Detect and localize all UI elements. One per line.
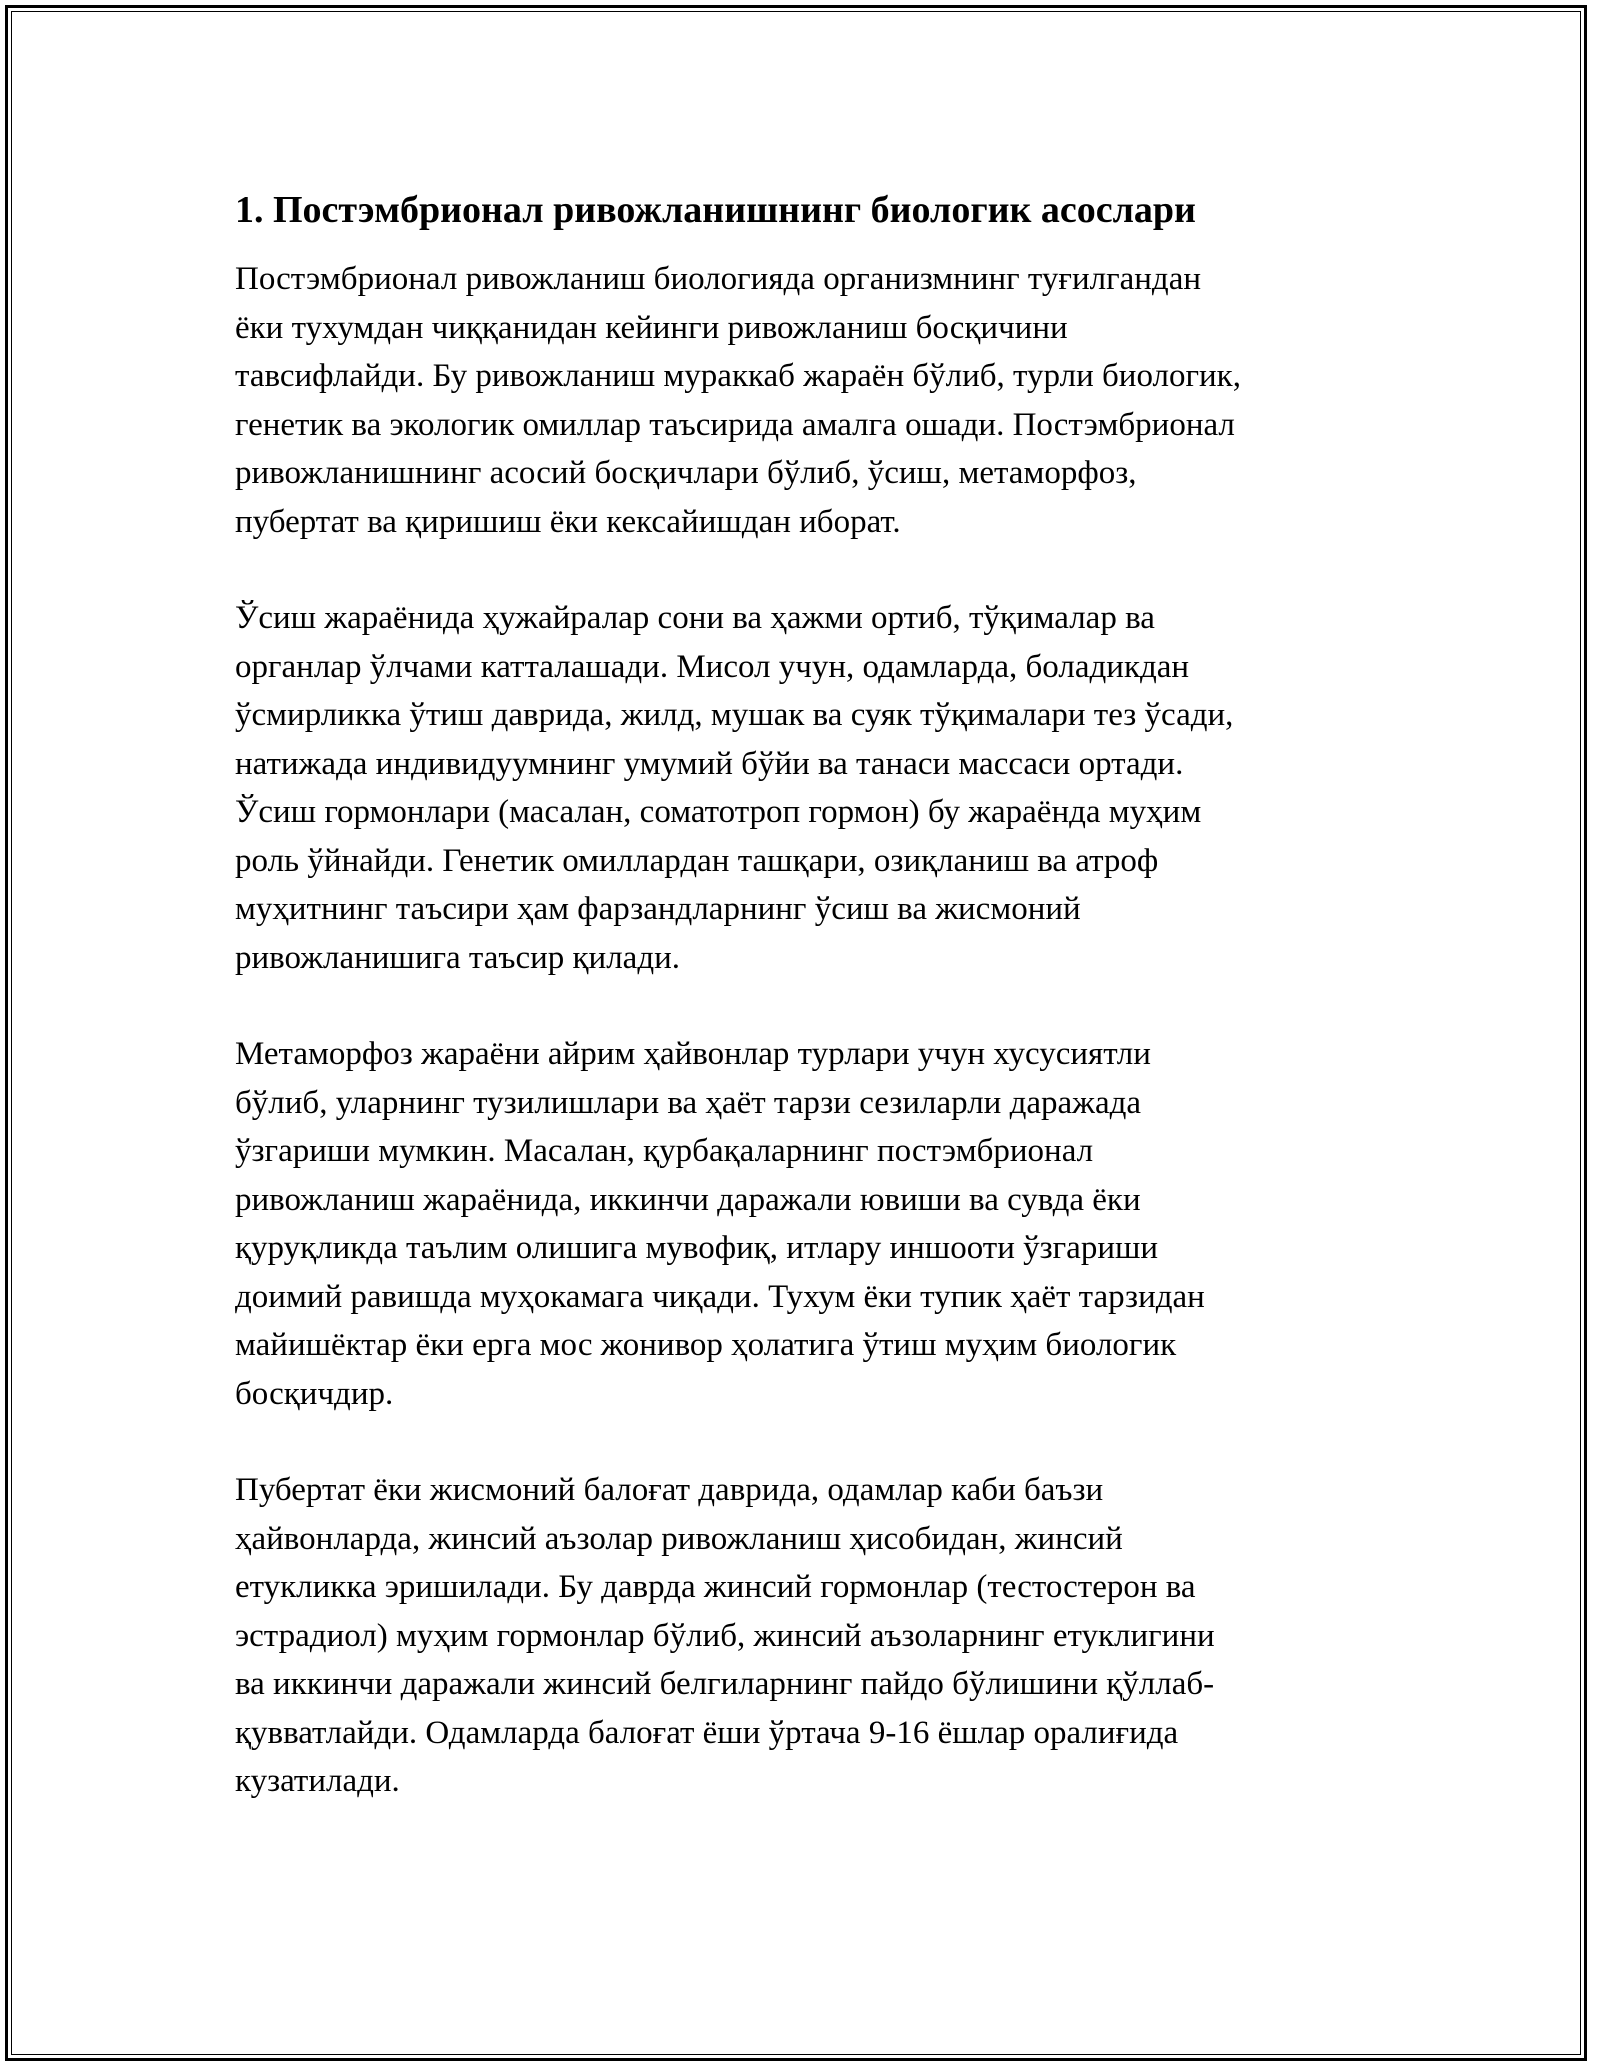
paragraph-line: ўзгариши мумкин. Масалан, қурбақаларнинг постэмбрионал — [235, 1133, 1094, 1169]
paragraph-line: кузатилади. — [235, 1763, 400, 1799]
paragraph-line: генетик ва экологик омиллар таъсирида амалга ошади. Постэмбрионал — [235, 406, 1235, 443]
paragraph-line: майишёктар ёки ерга мос жонивор ҳолатига ўтиш муҳим биологик — [235, 1327, 1177, 1363]
paragraph-line: органлар ўлчами катталашади. Мисол учун, одамларда, боладикдан — [235, 648, 1190, 685]
paragraph-line: қуруқликда таълим олишига мувофиқ, итлару иншооти ўзгариши — [235, 1230, 1159, 1266]
paragraph-line: роль ўйнайди. Генетик омиллардан ташқари, озиқланиш ва атроф — [235, 842, 1159, 879]
paragraph-line: Постэмбрионал ривожланиш биологияда организмнинг туғилгандан — [235, 261, 1202, 297]
paragraph-line: етукликка эришилади. Бу даврда жинсий гормонлар (тестостерон ва — [235, 1569, 1196, 1605]
paragraph-line: Пубертат ёки жисмоний балоғат даврида, одамлар каби баъзи — [235, 1472, 1104, 1508]
paragraph-line: эстрадиол) муҳим гормонлар бўлиб, жинсий аъзоларнинг етуклигини — [235, 1617, 1215, 1654]
paragraph-line: пубертат ва қиришиш ёки кексайишдан иборат. — [235, 503, 901, 540]
paragraph-line: ривожланишнинг асосий босқичлари бўлиб, ўсиш, метаморфоз, — [235, 455, 1137, 491]
paragraph-metamorphosis — [235, 1030, 1385, 1418]
paragraph-line: ёки тухумдан чиққанидан кейинги ривожланиш босқичини — [235, 309, 1068, 346]
paragraph-intro — [235, 255, 1385, 546]
paragraph-line: натижада индивидуумнинг умумий бўйи ва танаси массаси ортади. — [235, 745, 1184, 782]
paragraph-growth — [235, 594, 1385, 982]
paragraph-line: ўсмирликка ўтиш даврида, жилд, мушак ва суяк тўқималари тез ўсади, — [235, 697, 1234, 733]
paragraph-line: тавсифлайди. Бу ривожланиш мураккаб жараён бўлиб, турли биологик, — [235, 358, 1241, 394]
paragraph-line: Ўсиш гормонлари (масалан, соматотроп гормон) бу жараёнда муҳим — [235, 794, 1202, 830]
paragraph-line: муҳитнинг таъсири ҳам фарзандларнинг ўсиш ва жисмоний — [235, 891, 1081, 927]
paragraph-line: доимий равишда муҳокамага чиқади. Тухум ёки тупик ҳаёт тарзидан — [235, 1278, 1205, 1315]
section-heading: 1. Постэмбрионал ривожланишнинг биологик асослари — [235, 189, 1196, 231]
paragraph-line: бўлиб, уларнинг тузилишлари ва ҳаёт тарзи сезиларли даражада — [235, 1084, 1142, 1121]
document-body — [235, 185, 1385, 1854]
paragraph-line: Метаморфоз жараёни айрим ҳайвонлар турлари учун хусусиятли — [235, 1036, 1151, 1072]
paragraph-line: босқичдир. — [235, 1375, 394, 1412]
paragraph-puberty — [235, 1466, 1385, 1806]
paragraph-line: ҳайвонларда, жинсий аъзолар ривожланиш ҳисобидан, жинсий — [235, 1520, 1123, 1557]
paragraph-line: ривожланишига таъсир қилади. — [235, 939, 681, 976]
paragraph-line: ривожланиш жараёнида, иккинчи даражали ювиши ва сувда ёки — [235, 1181, 1141, 1218]
paragraph-line: қувватлайди. Одамларда балоғат ёши ўртача 9-16 ёшлар оралиғида — [235, 1714, 1179, 1751]
paragraph-line: ва иккинчи даражали жинсий белгиларнинг пайдо бўлишини қўллаб- — [235, 1666, 1215, 1702]
paragraph-line: Ўсиш жараёнида ҳужайралар сони ва ҳажми ортиб, тўқималар ва — [235, 600, 1155, 636]
